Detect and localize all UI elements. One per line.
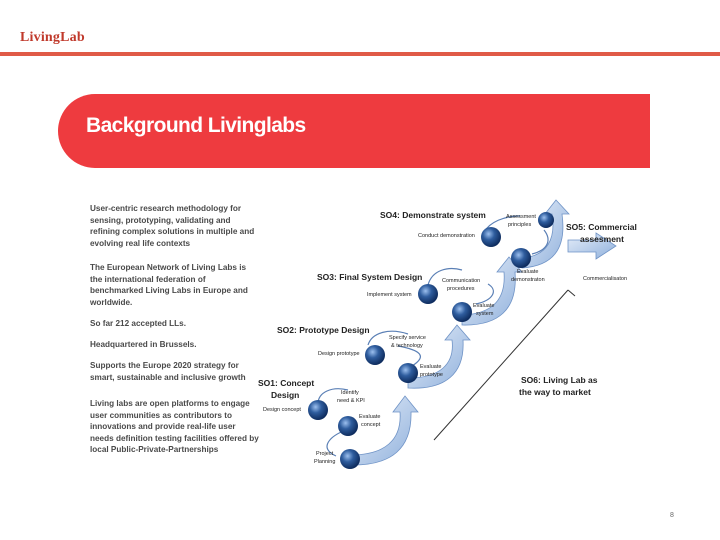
step-evaluate-demonstration-2: demonstraton xyxy=(511,277,545,283)
step-specify-service-2: & technology xyxy=(391,343,423,349)
so3-label: SO3: Final System Design xyxy=(317,272,423,282)
step-conduct-demonstration: Conduct demonstration xyxy=(418,233,475,239)
so2-label: SO2: Prototype Design xyxy=(277,325,370,335)
step-evaluate-prototype-1: Evaluate xyxy=(420,364,442,370)
paragraph-headquarters: Headquartered in Brussels. xyxy=(90,340,197,349)
step-evaluate-demonstration-1: Evaluate xyxy=(517,269,539,275)
step-commercialisation: Commercialisaton xyxy=(583,276,628,282)
node-evaluate-prototype xyxy=(398,363,418,383)
paragraph-enoll: The European Network of Living Labs is the international federation of benchmarked Living Labs in Europe and worldwide. xyxy=(90,263,248,307)
step-communication-2: procedures xyxy=(447,286,475,292)
so5-label-line2: assesment xyxy=(580,234,624,244)
step-evaluate-concept-2: concept xyxy=(361,422,381,428)
step-identify-need-1: Identify xyxy=(341,390,359,396)
step-evaluate-system-2: system xyxy=(476,311,494,317)
paragraph-accepted: So far 212 accepted LLs. xyxy=(90,319,187,328)
so6-label-line2: the way to market xyxy=(519,387,591,397)
so5-label-line1: SO5: Commercial xyxy=(566,222,637,232)
step-communication-1: Communication xyxy=(442,278,481,284)
step-implement-system: Implement system xyxy=(367,292,412,298)
so1-label-line1: SO1: Concept xyxy=(258,378,315,388)
step-design-concept: Design concept xyxy=(263,407,301,413)
step-project-planning-1: Project xyxy=(316,451,334,457)
paragraph-methodology: User-centric research methodology for sensing, prototyping, validating and refining complex solutions in multiple and evolving real life contexts xyxy=(90,204,255,248)
slide-title: Background Livinglabs xyxy=(86,114,306,137)
node-design-concept xyxy=(308,400,328,420)
node-design-prototype xyxy=(365,345,385,365)
so4-label: SO4: Demonstrate system xyxy=(380,210,486,220)
node-evaluate-demonstration xyxy=(511,248,531,268)
so1-label-line2: Design xyxy=(271,390,300,400)
page-number: 8 xyxy=(670,512,674,519)
node-assessment-principles xyxy=(538,212,554,228)
step-specify-service-1: Specify service xyxy=(389,335,426,341)
step-assessment-1: Assessment xyxy=(506,214,536,220)
node-evaluate-system xyxy=(452,302,472,322)
so6-bracket-end xyxy=(568,290,575,296)
cycle-arrow-2b xyxy=(398,346,420,366)
node-project-planning xyxy=(340,449,360,469)
node-conduct-demonstration xyxy=(481,227,501,247)
step-design-prototype: Design prototype xyxy=(318,351,360,357)
brand-logo-text: LivingLab xyxy=(20,30,85,45)
step-assessment-2: principles xyxy=(508,222,532,228)
progress-arrow-1 xyxy=(350,396,418,465)
step-evaluate-concept-1: Evaluate xyxy=(359,414,381,420)
node-evaluate-concept xyxy=(338,416,358,436)
cycle-arrow-3b xyxy=(476,284,493,304)
step-evaluate-system-1: Evaluate xyxy=(473,303,495,309)
node-implement-system xyxy=(418,284,438,304)
step-identify-need-2: need & KPI xyxy=(337,398,365,404)
step-evaluate-prototype-2: prototype xyxy=(420,372,443,378)
paragraph-open-platforms: Living labs are open platforms to engage user communities as contributors to innovations and provide real-life user needs definition testing facilities offered by local Public-Private-Partnerships xyxy=(90,399,259,455)
so6-label-line1: SO6: Living Lab as xyxy=(521,375,598,385)
paragraph-europe2020: Supports the Europe 2020 strategy for smart, sustainable and inclusive growth xyxy=(90,361,246,382)
step-project-planning-2: Planning xyxy=(314,459,336,465)
